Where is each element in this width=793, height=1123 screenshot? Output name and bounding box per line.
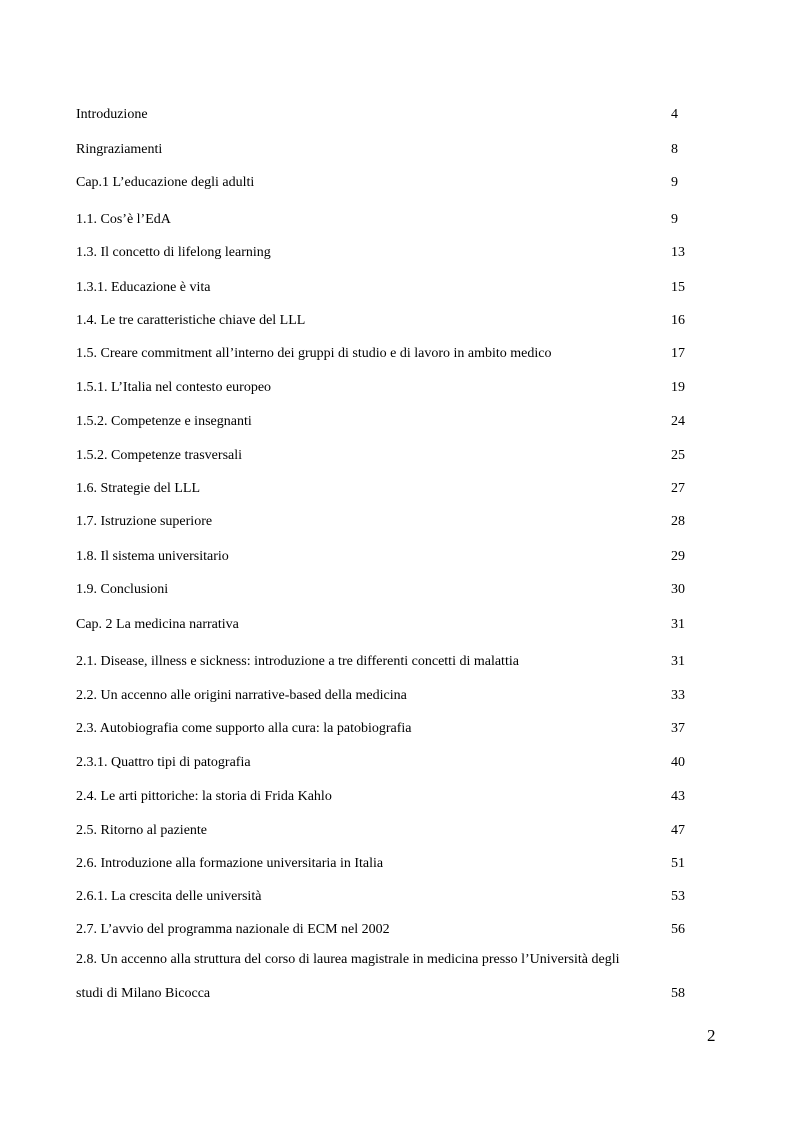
table-of-contents — [76, 0, 716, 1123]
toc-entry-title: 1.5.2. Competenze trasversali — [76, 448, 243, 463]
toc-entry-title: 1.4. Le tre caratteristiche chiave del LLL — [76, 313, 306, 328]
toc-entry-title-continued: studi di Milano Bicocca — [76, 986, 211, 1001]
toc-entry-page: 19 — [671, 380, 685, 395]
toc-entry-page: 37 — [671, 721, 685, 736]
toc-entry-title: 1.5. Creare commitment all’interno dei gruppi di studio e di lavoro in ambito medico — [76, 346, 552, 361]
toc-entry-page: 31 — [671, 654, 685, 669]
toc-entry-page: 30 — [671, 582, 685, 597]
toc-entry-page: 47 — [671, 823, 685, 838]
toc-entry-page: 24 — [671, 414, 685, 429]
toc-entry-title: Cap.1 L’educazione degli adulti — [76, 175, 255, 190]
toc-entry-title: 1.5.2. Competenze e insegnanti — [76, 414, 252, 429]
toc-entry-page: 13 — [671, 245, 685, 260]
toc-entry-title: 2.8. Un accenno alla struttura del corso di laurea magistrale in medicina presso l’Università degli — [76, 952, 620, 967]
toc-entry-page: 8 — [671, 142, 678, 157]
toc-entry-page: 40 — [671, 755, 685, 770]
toc-entry-page: 29 — [671, 549, 685, 564]
toc-entry-page: 25 — [671, 448, 685, 463]
toc-entry-page: 15 — [671, 280, 685, 295]
toc-entry-title: 2.4. Le arti pittoriche: la storia di Frida Kahlo — [76, 789, 332, 804]
toc-entry-page: 31 — [671, 617, 685, 632]
toc-entry-title: 2.1. Disease, illness e sickness: introduzione a tre differenti concetti di malattia — [76, 654, 519, 669]
toc-entry-title: 2.5. Ritorno al paziente — [76, 823, 208, 838]
toc-entry-page: 17 — [671, 346, 685, 361]
toc-entry-title: 2.6. Introduzione alla formazione universitaria in Italia — [76, 856, 384, 871]
toc-entry-page: 43 — [671, 789, 685, 804]
toc-entry-page: 28 — [671, 514, 685, 529]
toc-entry-title: 1.3. Il concetto di lifelong learning — [76, 245, 271, 260]
toc-entry-title: 2.3.1. Quattro tipi di patografia — [76, 755, 251, 770]
toc-entry-title: 1.3.1. Educazione è vita — [76, 280, 211, 295]
page-number: 2 — [707, 1026, 716, 1045]
toc-entry-page: 27 — [671, 481, 685, 496]
toc-entry-title: 1.8. Il sistema universitario — [76, 549, 229, 564]
toc-entry-title: 1.6. Strategie del LLL — [76, 481, 201, 496]
toc-entry-page: 4 — [671, 107, 678, 122]
toc-entry-title: 2.6.1. La crescita delle università — [76, 889, 262, 904]
toc-entry-page: 53 — [671, 889, 685, 904]
toc-entry-page: 9 — [671, 212, 678, 227]
toc-entry-title: Introduzione — [76, 107, 148, 122]
toc-entry-title: Ringraziamenti — [76, 142, 163, 157]
toc-entry-title: 1.9. Conclusioni — [76, 582, 169, 597]
toc-entry-title: 1.7. Istruzione superiore — [76, 514, 213, 529]
toc-entry-page: 16 — [671, 313, 685, 328]
toc-entry-page: 33 — [671, 688, 685, 703]
toc-entry-page: 9 — [671, 175, 678, 190]
toc-entry-title: 2.2. Un accenno alle origini narrative-based della medicina — [76, 688, 407, 703]
toc-entry-title: Cap. 2 La medicina narrativa — [76, 617, 239, 632]
toc-entry-page: 51 — [671, 856, 685, 871]
toc-entry-title: 1.5.1. L’Italia nel contesto europeo — [76, 380, 272, 395]
toc-entry-title: 2.3. Autobiografia come supporto alla cura: la patobiografia — [76, 721, 412, 736]
toc-entry-page: 56 — [671, 922, 685, 937]
toc-entry-title: 1.1. Cos’è l’EdA — [76, 212, 171, 227]
toc-entry-page: 58 — [671, 986, 685, 1001]
toc-entry-title: 2.7. L’avvio del programma nazionale di ECM nel 2002 — [76, 922, 390, 937]
toc-entry[interactable] — [76, 952, 716, 1004]
